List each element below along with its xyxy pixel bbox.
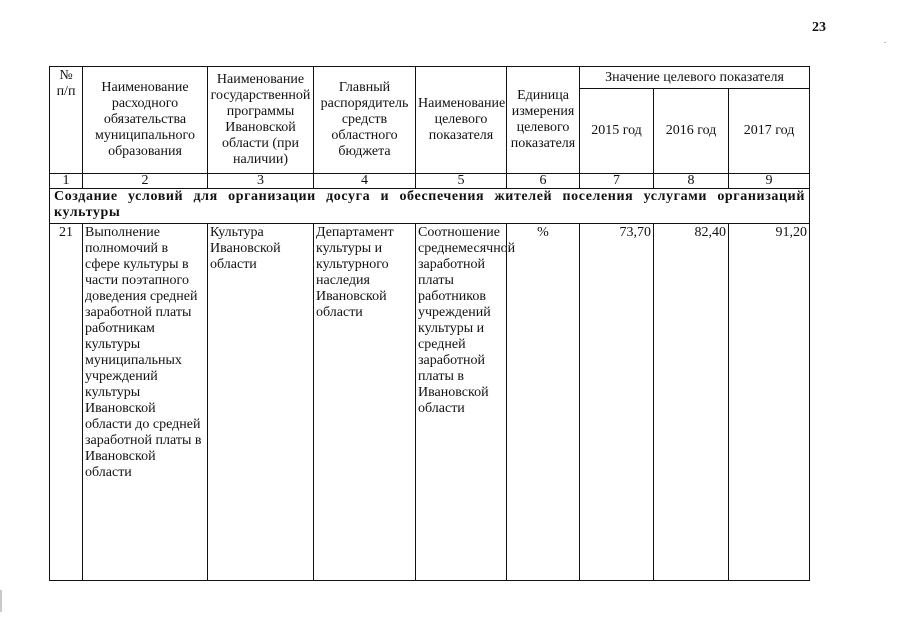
- column-number: 2: [83, 174, 208, 189]
- row-program: Культура Ивановской области: [208, 224, 314, 581]
- column-number: 1: [50, 174, 83, 189]
- table-row: [50, 224, 810, 581]
- scan-artifact: [884, 42, 886, 43]
- row-budget-manager: Департамент культуры и культурного наследия Ивановской области: [314, 224, 416, 581]
- page-number: 23: [812, 20, 826, 35]
- row-indicator: Соотношение среднемесячной заработной платы работников учреждений культуры и средней заработной платы в Ивановской области: [416, 224, 507, 581]
- target-indicators-table: [49, 66, 810, 581]
- column-number: 7: [580, 174, 654, 189]
- column-number: 9: [729, 174, 810, 189]
- row-value-2017: 91,20: [729, 224, 810, 581]
- header-year-2015: 2015 год: [580, 89, 654, 174]
- row-value-2015: 73,70: [580, 224, 654, 581]
- header-obligation: Наименование расходного обязательства муниципального образования: [83, 67, 208, 174]
- header-indicator: Наименование целевого показателя: [416, 67, 507, 174]
- section-row: [50, 189, 810, 224]
- row-unit: %: [507, 224, 580, 581]
- header-number: № п/п: [50, 67, 83, 174]
- header-row: [50, 67, 810, 89]
- header-indicator-value-group: Значение целевого показателя: [580, 67, 810, 89]
- column-number: 5: [416, 174, 507, 189]
- column-number: 4: [314, 174, 416, 189]
- header-unit: Единица измерения целевого показателя: [507, 67, 580, 174]
- header-year-2017: 2017 год: [729, 89, 810, 174]
- scan-artifact: [0, 590, 2, 612]
- row-number: 21: [50, 224, 83, 581]
- section-title: Создание условий для организации досуга и обеспечения жителей поселения услугами организаций культуры: [50, 189, 810, 224]
- column-number: 8: [654, 174, 729, 189]
- row-value-2016: 82,40: [654, 224, 729, 581]
- header-budget-manager: Главный распорядитель средств областного бюджета: [314, 67, 416, 174]
- column-number: 3: [208, 174, 314, 189]
- column-numbers-row: [50, 174, 810, 189]
- header-year-2016: 2016 год: [654, 89, 729, 174]
- row-obligation: Выполнение полномочий в сфере культуры в части поэтапного доведения средней заработной платы работникам культуры муниципальных учреждений культуры Ивановской области до средней заработной платы в Ивановской области: [83, 224, 208, 581]
- header-program: Наименование государственной программы Ивановской области (при наличии): [208, 67, 314, 174]
- column-number: 6: [507, 174, 580, 189]
